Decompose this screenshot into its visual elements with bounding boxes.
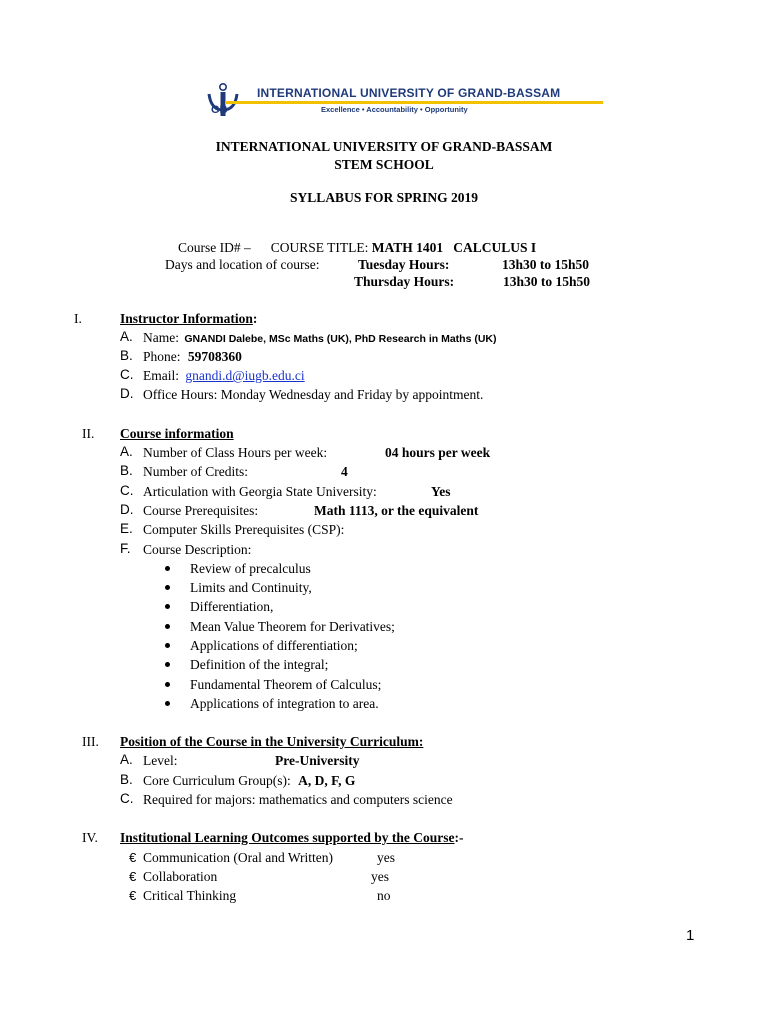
core-group-value: A, D, F, G [298, 773, 356, 788]
course-title-value: MATH 1401 CALCULUS I [371, 240, 537, 255]
s2-d-letter: D. [120, 502, 134, 517]
email-label: Email: [143, 368, 179, 383]
s3-b-letter: B. [120, 772, 133, 787]
s2-b-letter: B. [120, 463, 133, 478]
outcome-value: yes [371, 869, 389, 884]
outcome-value: no [377, 888, 391, 903]
s1-c-letter: C. [120, 367, 134, 382]
bullet-icon [165, 662, 170, 667]
s1-b-letter: B. [120, 348, 133, 363]
description-item: Applications of integration to area. [190, 696, 379, 711]
s2-f-letter: F. [120, 541, 131, 556]
s2-c-letter: C. [120, 483, 134, 498]
outcome-value: yes [377, 850, 395, 865]
bullet-icon [165, 604, 170, 609]
section-1-numeral: I. [74, 311, 82, 326]
bullet-icon [165, 701, 170, 706]
section-2-title: Course information [120, 426, 234, 441]
outcome-label: Collaboration [143, 869, 218, 884]
s1-d-letter: D. [120, 386, 134, 401]
course-days-label: Days and location of course: [165, 257, 320, 272]
section-2-numeral: II. [82, 426, 95, 441]
bullet-icon [165, 643, 170, 648]
prerequisites-value: Math 1113, or the equivalent [314, 503, 479, 518]
name-label: Name: [143, 330, 179, 345]
outcome-marker: € [129, 869, 137, 884]
s1-email-row [143, 368, 305, 384]
logo-gb-text: GB [211, 104, 228, 116]
bullet-icon [165, 624, 170, 629]
header-syllabus: SYLLABUS FOR SPRING 2019 [290, 190, 478, 205]
outcome-label: Communication (Oral and Written) [143, 850, 334, 865]
instructor-name: GNANDI Dalebe, MSc Maths (UK), PhD Research in Maths (UK) [184, 333, 497, 345]
bullet-icon [165, 585, 170, 590]
bullet-icon [165, 566, 170, 571]
thursday-label: Thursday Hours: [354, 274, 455, 289]
core-group-label: Core Curriculum Group(s): [143, 773, 291, 788]
articulation-value: Yes [431, 484, 451, 499]
credits-value: 4 [341, 464, 348, 479]
s2-e-letter: E. [120, 521, 133, 536]
section-4-title: Institutional Learning Outcomes supported by the Course:- [120, 830, 464, 845]
tuesday-label: Tuesday Hours: [358, 257, 450, 272]
header-school: STEM SCHOOL [334, 157, 434, 172]
page-number: 1 [686, 927, 695, 944]
description-item: Review of precalculus [190, 561, 311, 576]
description-item: Fundamental Theorem of Calculus; [190, 677, 382, 692]
thursday-time: 13h30 to 15h50 [503, 274, 591, 289]
description-item: Differentiation, [190, 599, 274, 614]
tuesday-time: 13h30 to 15h50 [502, 257, 590, 272]
outcome-marker: € [129, 850, 137, 865]
core-group-row [143, 773, 355, 789]
header-university: INTERNATIONAL UNIVERSITY OF GRAND-BASSAM [215, 139, 553, 154]
outcome-marker: € [129, 888, 137, 903]
bullet-icon [165, 682, 170, 687]
outcome-label: Critical Thinking [143, 888, 237, 903]
level-value: Pre-University [275, 753, 360, 768]
course-id-label: Course ID# – [178, 240, 251, 255]
articulation-label: Articulation with Georgia State University: [143, 484, 377, 499]
class-hours-label: Number of Class Hours per week: [143, 445, 328, 460]
s2-a-letter: A. [120, 444, 133, 459]
s3-c-letter: C. [120, 791, 134, 806]
description-item: Definition of the integral; [190, 657, 329, 672]
course-title-label: COURSE TITLE: [270, 240, 369, 255]
s1-phone-row [143, 349, 242, 365]
section-1-title: Instructor Information: [120, 311, 258, 326]
section-4-numeral: IV. [82, 830, 98, 845]
description-item: Limits and Continuity, [190, 580, 312, 595]
section-3-title: Position of the Course in the University Curriculum: [120, 734, 424, 749]
s1-a-letter: A. [120, 329, 133, 344]
office-hours: Office Hours: Monday Wednesday and Friday by appointment. [143, 387, 484, 402]
course-title-line [178, 240, 536, 256]
phone-value: 59708360 [187, 349, 242, 364]
logo-divider [225, 101, 603, 104]
university-logo [165, 80, 605, 120]
prerequisites-label: Course Prerequisites: [143, 503, 259, 518]
phone-label: Phone: [143, 349, 181, 364]
description-item: Mean Value Theorem for Derivatives; [190, 619, 395, 634]
credits-label: Number of Credits: [143, 464, 248, 479]
description-item: Applications of differentiation; [190, 638, 358, 653]
s1-name-row [143, 330, 497, 346]
logo-tagline: Excellence • Accountability • Opportunity [321, 105, 468, 114]
course-description-label: Course Description: [143, 542, 252, 557]
s3-a-letter: A. [120, 752, 133, 767]
csp-label: Computer Skills Prerequisites (CSP): [143, 522, 345, 537]
section-3-numeral: III. [82, 734, 99, 749]
level-label: Level: [143, 753, 178, 768]
email-link[interactable]: gnandi.d@iugb.edu.ci [185, 368, 305, 383]
logo-title: INTERNATIONAL UNIVERSITY OF GRAND-BASSAM [257, 86, 561, 100]
class-hours-value: 04 hours per week [385, 445, 491, 460]
required-majors: Required for majors: mathematics and computers science [143, 792, 453, 807]
